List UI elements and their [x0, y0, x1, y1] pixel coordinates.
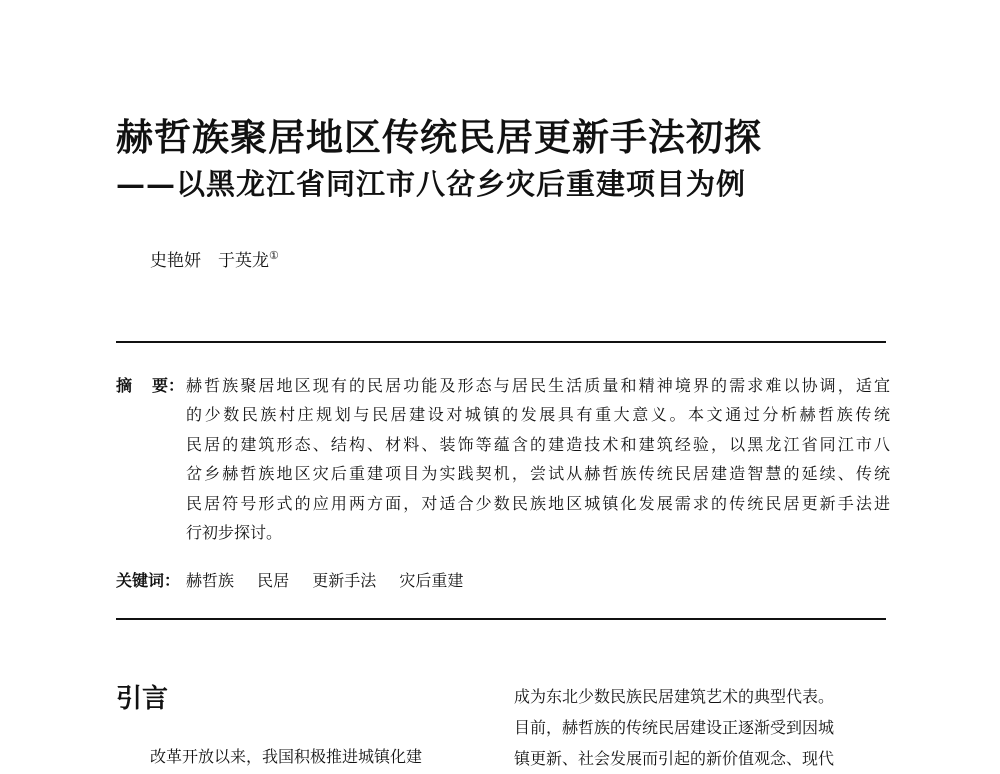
section-heading-introduction: 引言	[116, 684, 169, 714]
right-column-text	[514, 681, 886, 774]
body-line: 目前，赫哲族的传统民居建设正逐渐受到因城	[514, 718, 835, 737]
abstract-line: 岔乡赫哲族地区灾后重建项目为实践契机，尝试从赫哲族传统民居建造智慧的延续、传统	[186, 464, 890, 484]
abstract-line: 民居符号形式的应用两方面，对适合少数民族地区城镇化发展需求的传统民居更新手法进	[186, 493, 890, 513]
author-names: 史艳妍 于英龙	[150, 251, 269, 271]
keyword-item: 民居	[257, 571, 290, 590]
keywords-label: 关键词：	[116, 571, 181, 590]
abstract-line: 赫哲族聚居地区现有的民居功能及形态与居民生活质量和精神境界的需求难以协调，适宜	[186, 376, 890, 395]
author-line	[150, 249, 279, 273]
author-footnote-marker: ①	[269, 249, 279, 262]
abstract-label	[116, 371, 184, 400]
abstract-body	[186, 371, 890, 547]
keyword-item: 赫哲族	[186, 571, 235, 590]
abstract-line: 行初步探讨。	[186, 523, 283, 543]
abstract-label-char-2: 要：	[152, 376, 185, 395]
body-line: 镇更新、社会发展而引起的新价值观念、现代	[514, 749, 835, 768]
paper-subtitle: ——以黑龙江省同江市八岔乡灾后重建项目为例	[116, 167, 747, 201]
abstract-line: 民居的建筑形态、结构、材料、装饰等蕴含的建造技术和建筑经验，以黑龙江省同江市八	[186, 434, 890, 454]
keyword-item: 灾后重建	[399, 571, 464, 590]
abstract-bottom-rule	[116, 618, 886, 620]
body-line: 成为东北少数民族民居建筑艺术的典型代表。	[514, 687, 835, 706]
keyword-item: 更新手法	[312, 571, 377, 590]
abstract-label-char-1: 摘	[116, 376, 133, 395]
left-column-text: 改革开放以来，我国积极推进城镇化建	[150, 747, 423, 766]
keywords-list	[186, 569, 481, 593]
abstract-top-rule	[116, 341, 886, 343]
paper-title: 赫哲族聚居地区传统民居更新手法初探	[116, 115, 762, 159]
abstract-line: 的少数民族村庄规划与民居建设对城镇的发展具有重大意义。本文通过分析赫哲族传统	[186, 405, 890, 425]
